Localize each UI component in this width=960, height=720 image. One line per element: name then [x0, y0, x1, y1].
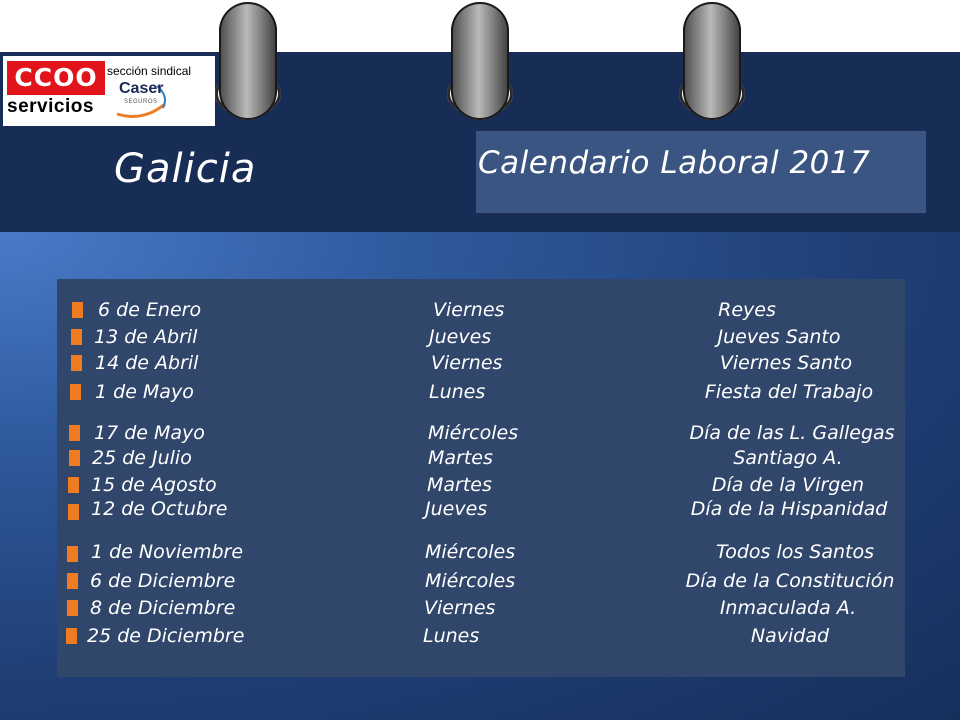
holiday-row: [57, 570, 905, 596]
bullet-icon: [68, 477, 79, 493]
holiday-date: 17 de Mayo: [94, 422, 205, 444]
bullet-icon: [71, 355, 82, 371]
holiday-name: Día de las L. Gallegas: [689, 422, 895, 444]
holiday-row: [57, 474, 905, 500]
holiday-name: Reyes: [718, 299, 776, 321]
holiday-row: [57, 447, 905, 473]
holiday-row: [57, 381, 905, 407]
holiday-name: Fiesta del Trabajo: [704, 381, 874, 403]
holiday-date: 1 de Noviembre: [91, 541, 244, 563]
holiday-name: Santiago A.: [733, 447, 843, 469]
holiday-date: 25 de Julio: [92, 447, 192, 469]
logo-servicios-text: servicios: [7, 96, 94, 117]
region-title: Galicia: [114, 146, 257, 192]
holiday-date: 1 de Mayo: [95, 381, 194, 403]
union-logo: [3, 56, 215, 126]
holiday-row: [57, 326, 905, 352]
title-box: [476, 131, 926, 213]
holiday-weekday: Viernes: [424, 597, 496, 619]
holiday-name: Día de la Virgen: [711, 474, 865, 496]
holiday-name: Todos los Santos: [715, 541, 875, 563]
holiday-name: Día de la Hispanidad: [690, 498, 888, 520]
holiday-date: 25 de Diciembre: [87, 625, 245, 647]
bullet-icon: [67, 546, 78, 562]
holiday-weekday: Lunes: [429, 381, 486, 403]
binder-ring-left-icon: [219, 2, 277, 120]
binder-ring-center-icon: [451, 2, 509, 120]
bullet-icon: [70, 384, 81, 400]
holiday-date: 6 de Enero: [98, 299, 202, 321]
logo-seccion-text: sección sindical: [107, 64, 192, 78]
holiday-name: Jueves Santo: [717, 326, 841, 348]
holiday-weekday: Jueves: [425, 498, 488, 520]
holiday-weekday: Martes: [427, 474, 492, 496]
bullet-icon: [69, 450, 80, 466]
holiday-weekday: Miércoles: [425, 570, 516, 592]
holiday-row: [57, 422, 905, 448]
holiday-date: 15 de Agosto: [91, 474, 217, 496]
holiday-row: [57, 498, 905, 524]
holiday-weekday: Miércoles: [428, 422, 519, 444]
bullet-icon: [68, 504, 79, 520]
holiday-date: 14 de Abril: [95, 352, 199, 374]
bullet-icon: [72, 302, 83, 318]
calendar-title: Calendario Laboral 2017: [478, 145, 871, 181]
holiday-date: 12 de Octubre: [91, 498, 228, 520]
holiday-name: Día de la Constitución: [685, 570, 895, 592]
holiday-date: 6 de Diciembre: [90, 570, 236, 592]
holiday-date: 13 de Abril: [94, 326, 198, 348]
holiday-name: Inmaculada A.: [719, 597, 857, 619]
holiday-weekday: Miércoles: [425, 541, 516, 563]
holiday-name: Viernes Santo: [719, 352, 853, 374]
holiday-row: [57, 352, 905, 378]
logo-caser-text: Caser: [119, 80, 164, 97]
bullet-icon: [71, 329, 82, 345]
holiday-row: [57, 541, 905, 567]
holiday-name: Navidad: [750, 625, 830, 647]
logo-seguros-text: SEGUROS: [124, 99, 158, 105]
holiday-weekday: Lunes: [423, 625, 480, 647]
ccoo-logo-mark: CCOO: [7, 61, 105, 95]
bullet-icon: [67, 600, 78, 616]
holiday-weekday: Viernes: [431, 352, 503, 374]
holiday-row: [57, 597, 905, 623]
holiday-row: [57, 299, 905, 325]
bullet-icon: [67, 573, 78, 589]
holiday-list-panel: [57, 279, 905, 677]
holiday-row: [57, 625, 905, 651]
holiday-weekday: Jueves: [429, 326, 492, 348]
bullet-icon: [69, 425, 80, 441]
binder-ring-right-icon: [683, 2, 741, 120]
holiday-date: 8 de Diciembre: [90, 597, 236, 619]
holiday-weekday: Viernes: [433, 299, 505, 321]
holiday-weekday: Martes: [428, 447, 493, 469]
bullet-icon: [66, 628, 77, 644]
